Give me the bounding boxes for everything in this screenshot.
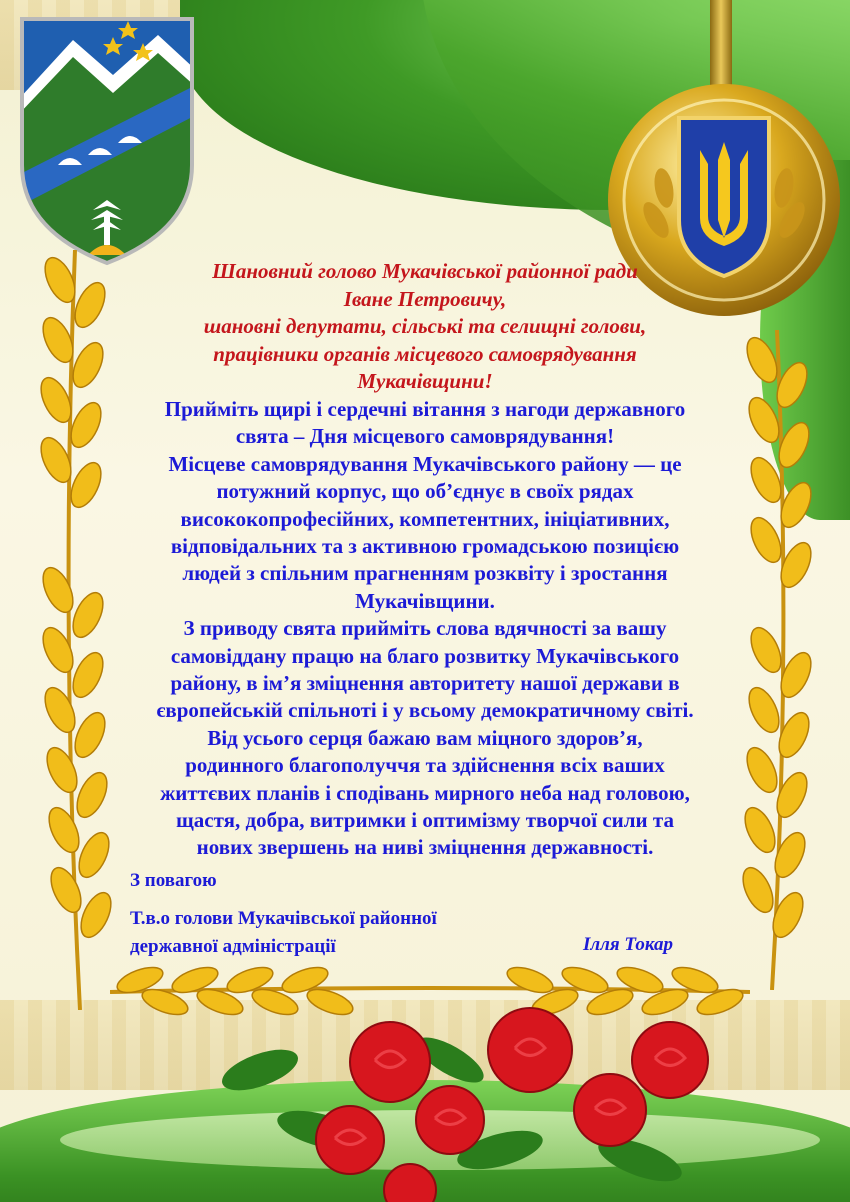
body-line: району, в ім’я зміцнення авторитету нашої держави в [170,671,680,696]
body-line: потужний корпус, що об’єднує в своїх рядах [216,479,634,504]
body-line: відповідальних та з активною громадською позицією [170,534,680,558]
greeting-line-4: працівники органів місцевого самоврядування [213,341,637,366]
body-line: життєвих планів і сподівань мирного неба над головою, [160,780,690,805]
signature-title-line-1: Т.в.о голови Мукачівської районної [130,908,437,929]
body-line: З приводу свята прийміть слова вдячності за вашу [183,616,667,641]
body-line: свята – Дня місцевого самоврядування! [235,424,615,449]
red-roses-bouquet-icon [200,1000,720,1202]
body-line: Від усього серця бажаю вам міцного здоров’я, [207,725,643,750]
regards-line: З повагою [130,870,217,891]
district-coat-of-arms-icon [18,15,196,267]
body-line: щастя, добра, витримки і оптимізму творчої сили та [176,808,674,833]
signature-title-line-2: державної адміністрації [130,936,336,957]
body-line: висококопрофесійних, компетентних, ініціативних, [180,506,670,531]
body-line: нових звершень на ниві зміцнення державності. [196,835,654,860]
greeting-line-2: Іване Петровичу, [343,286,507,311]
body-line: Мукачівщини. [355,588,495,613]
body-line: Прийміть щирі і сердечні вітання з нагоди державного [164,396,686,421]
body-line: Місцеве самоврядування Мукачівського району — це [168,451,682,476]
greeting-line-1: Шановний голово Мукачівської районної ради [212,259,638,283]
body-line: родинного благополуччя та здійснення всіх ваших [185,753,665,778]
body-line: людей з спільним прагненням розквіту і зростання [182,561,668,586]
signer-name: Ілля Токар [583,934,674,955]
greeting-line-5: Мукачівщини! [357,369,493,394]
letter-text [100,258,750,862]
greeting-line-3: шановні депутати, сільські та селищні голови, [203,314,647,339]
body-line: європейській спільноті і у всьому демократичному світі. [156,698,694,723]
body-line: самовіддану працю на благо розвитку Мукачівського [170,643,680,668]
